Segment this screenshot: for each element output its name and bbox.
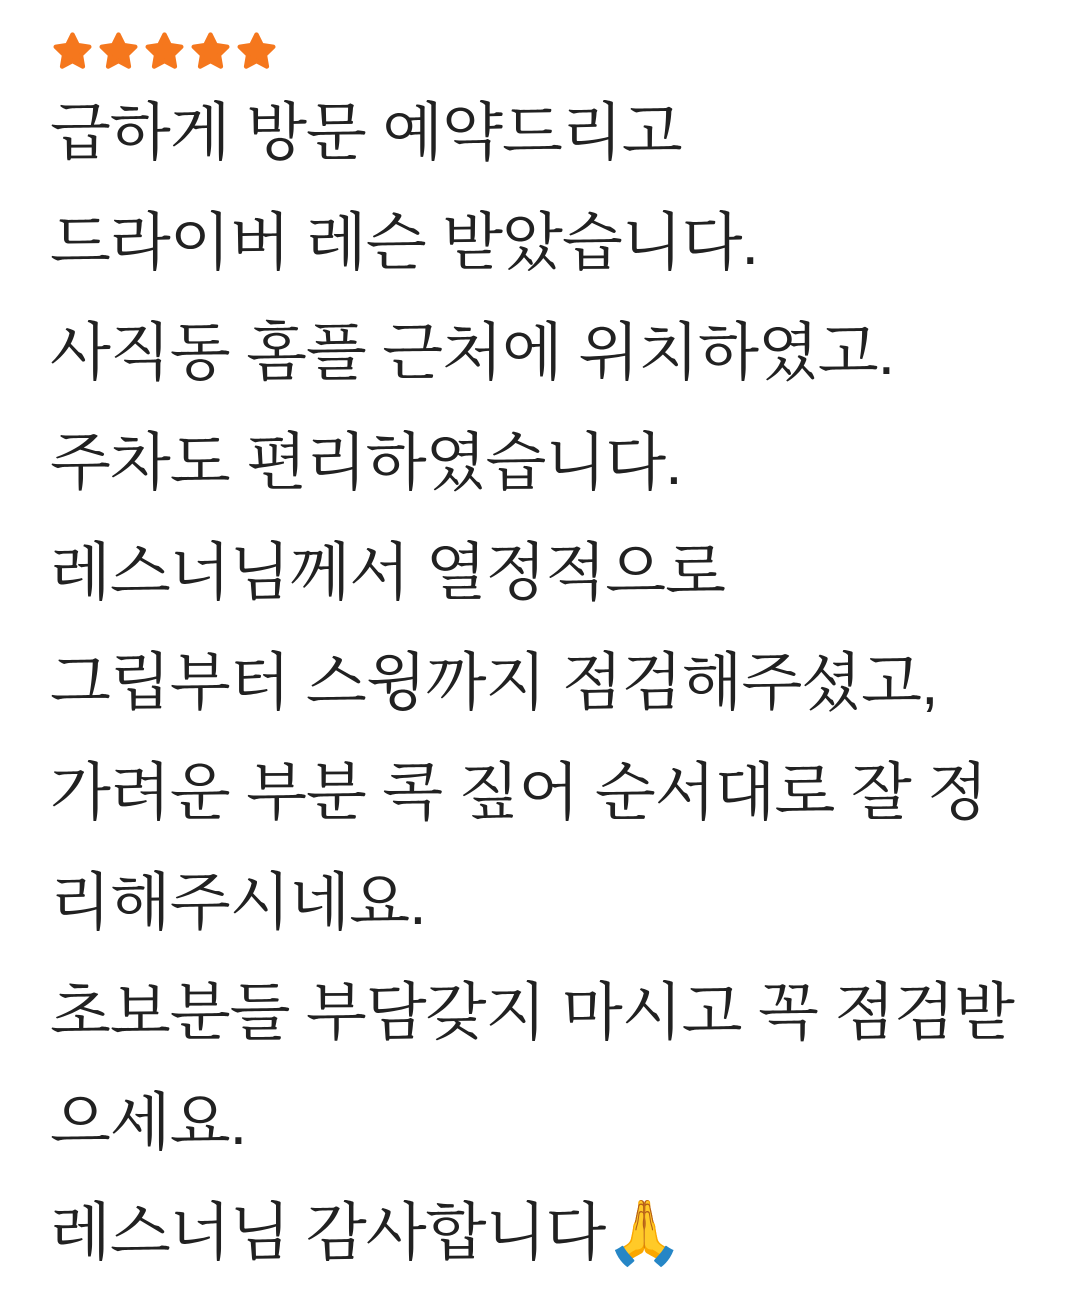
star-icon xyxy=(188,29,233,74)
star-icon xyxy=(234,29,279,74)
review-text-line: 그립부터 스윙까지 점검해주셨고, xyxy=(50,648,938,718)
star-icon xyxy=(142,29,187,74)
review-text xyxy=(50,78,1050,1288)
review-text-line: 초보분들 부담갖지 마시고 꼭 점검받 xyxy=(50,978,1014,1048)
review-text-line: 주차도 편리하였습니다. xyxy=(50,428,682,498)
star-icon xyxy=(50,29,95,74)
review-text-line: 가려운 부분 콕 짚어 순서대로 잘 정 xyxy=(50,758,988,828)
review-text-line: 급하게 방문 예약드리고 xyxy=(50,98,682,168)
review-text-line: 레스너님 감사합니다🙏 xyxy=(50,1198,683,1268)
review-text-line: 레스너님께서 열정적으로 xyxy=(50,538,725,608)
review-text-line: 리해주시네요. xyxy=(50,868,426,938)
star-icon xyxy=(96,29,141,74)
review-text-line: 드라이버 레슨 받았습니다. xyxy=(50,208,758,278)
review-text-line: 사직동 홈플 근처에 위치하였고. xyxy=(50,318,895,388)
star-rating xyxy=(50,26,1050,76)
review-text-line: 으세요. xyxy=(50,1088,247,1158)
